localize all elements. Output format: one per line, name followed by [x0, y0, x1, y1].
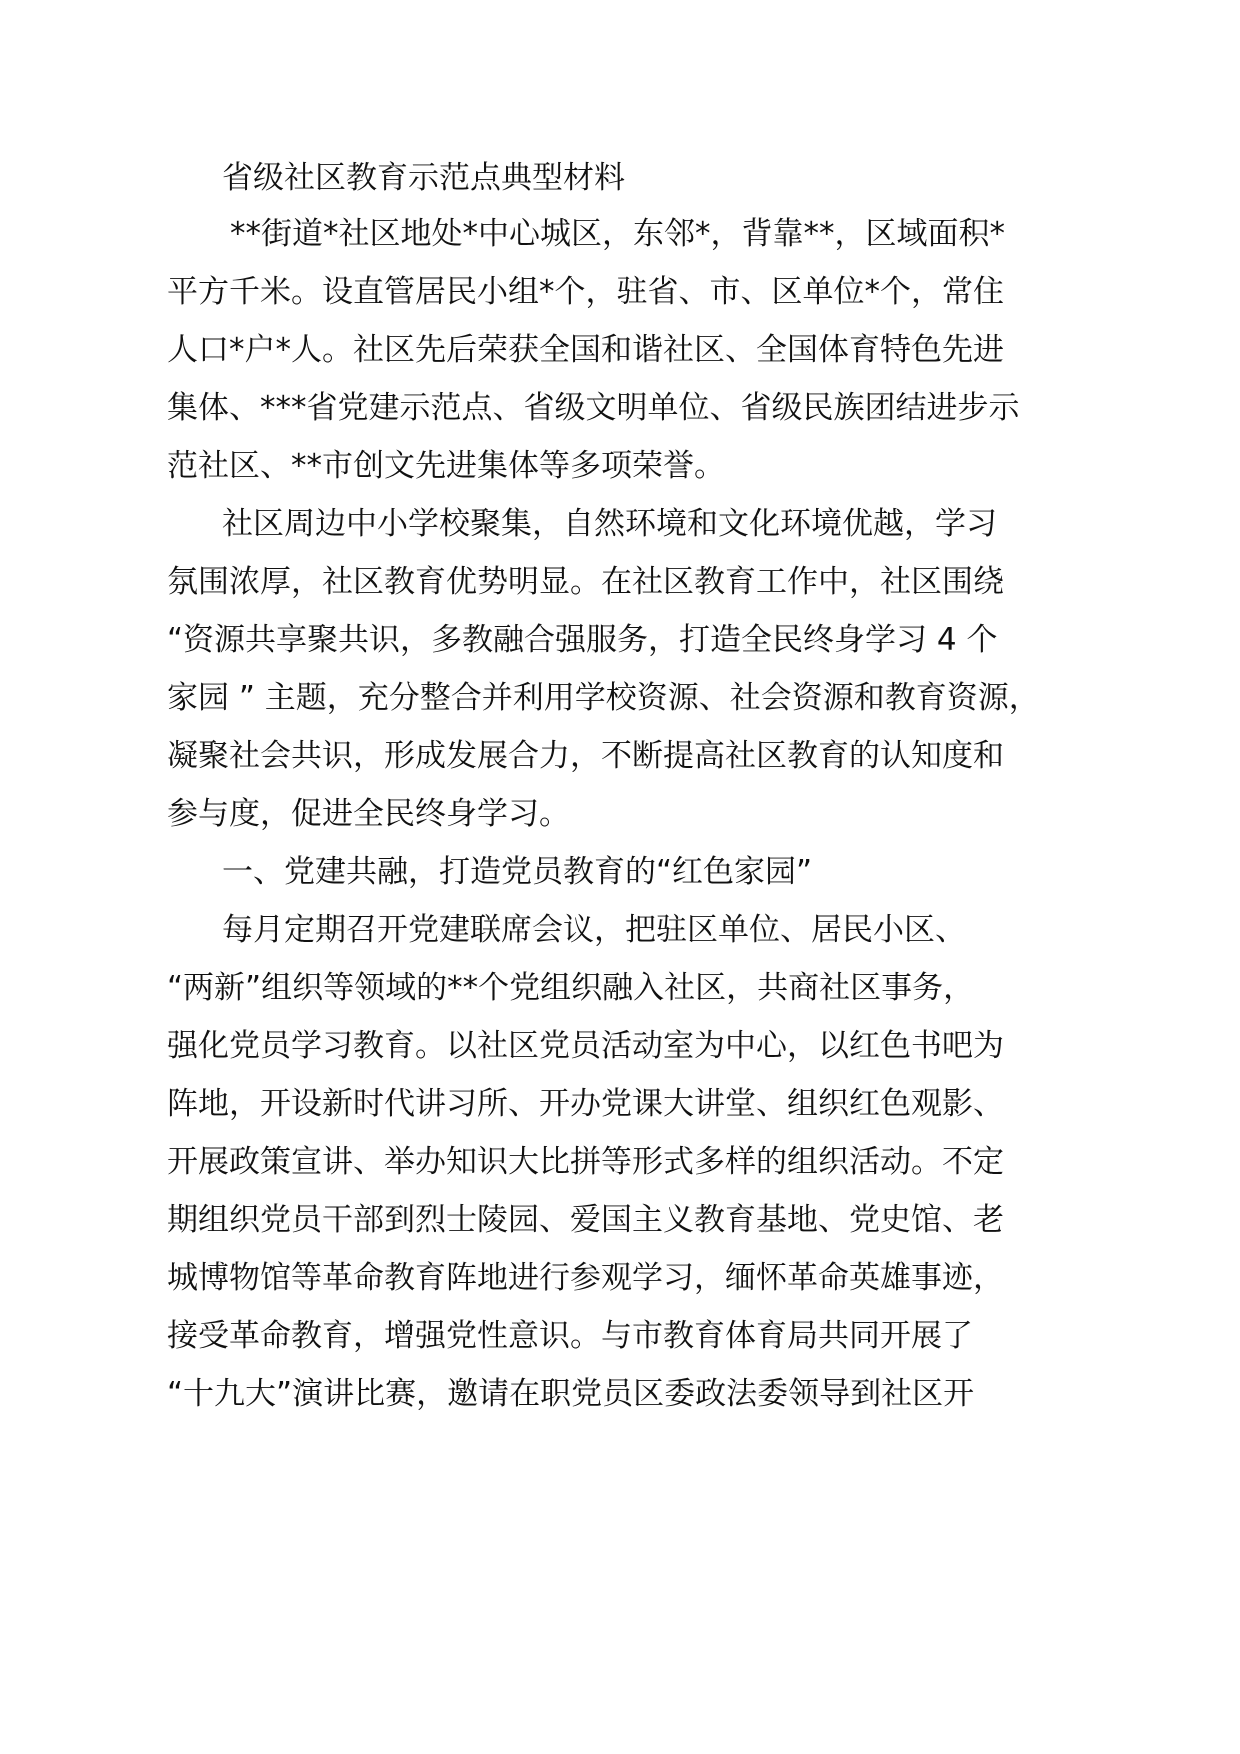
text-line: 开展政策宣讲、举办知识大比拼等形式多样的组织活动。不定: [167, 1144, 1004, 1180]
text-line: 接受革命教育，增强党性意识。与市教育体育局共同开展了: [167, 1318, 973, 1354]
document-title: 省级社区教育示范点典型材料: [222, 160, 625, 196]
text-line: 参与度，促进全民终身学习。: [167, 796, 570, 832]
text-line: 家园 ” 主题，充分整合并利用学校资源、社会资源和教育资源，: [167, 680, 1040, 716]
text-line: 范社区、**市创文先进集体等多项荣誉。: [167, 448, 725, 484]
text-line: 集体、***省党建示范点、省级文明单位、省级民族团结进步示: [167, 390, 1020, 426]
section-heading: 一、党建共融，打造党员教育的“红色家园”: [222, 854, 813, 890]
text-line: 每月定期召开党建联席会议，把驻区单位、居民小区、: [222, 912, 966, 948]
text-line: **街道*社区地处*中心城区，东邻*，背靠**，区域面积*: [230, 216, 1005, 252]
text-line: 凝聚社会共识，形成发展合力，不断提高社区教育的认知度和: [167, 738, 1004, 774]
text-line: “十九大”演讲比赛，邀请在职党员区委政法委领导到社区开: [167, 1376, 975, 1412]
text-line: 人口*户*人。社区先后荣获全国和谐社区、全国体育特色先进: [167, 332, 1004, 368]
text-line: 阵地，开设新时代讲习所、开办党课大讲堂、组织红色观影、: [167, 1086, 1004, 1122]
text-line: 城博物馆等革命教育阵地进行参观学习，缅怀革命英雄事迹，: [167, 1260, 1004, 1296]
text-line: 期组织党员干部到烈士陵园、爱国主义教育基地、党史馆、老: [167, 1202, 1004, 1238]
text-line: 社区周边中小学校聚集，自然环境和文化环境优越，学习: [222, 506, 997, 542]
text-line: 强化党员学习教育。以社区党员活动室为中心，以红色书吧为: [167, 1028, 1004, 1064]
text-line: 氛围浓厚，社区教育优势明显。在社区教育工作中，社区围绕: [167, 564, 1004, 600]
text-line: 平方千米。设直管居民小组*个，驻省、市、区单位*个，常住: [167, 274, 1004, 310]
text-line: “两新”组织等领域的**个党组织融入社区，共商社区事务，: [167, 970, 975, 1006]
text-line: “资源共享聚共识，多教融合强服务，打造全民终身学习 4 个: [167, 622, 998, 658]
